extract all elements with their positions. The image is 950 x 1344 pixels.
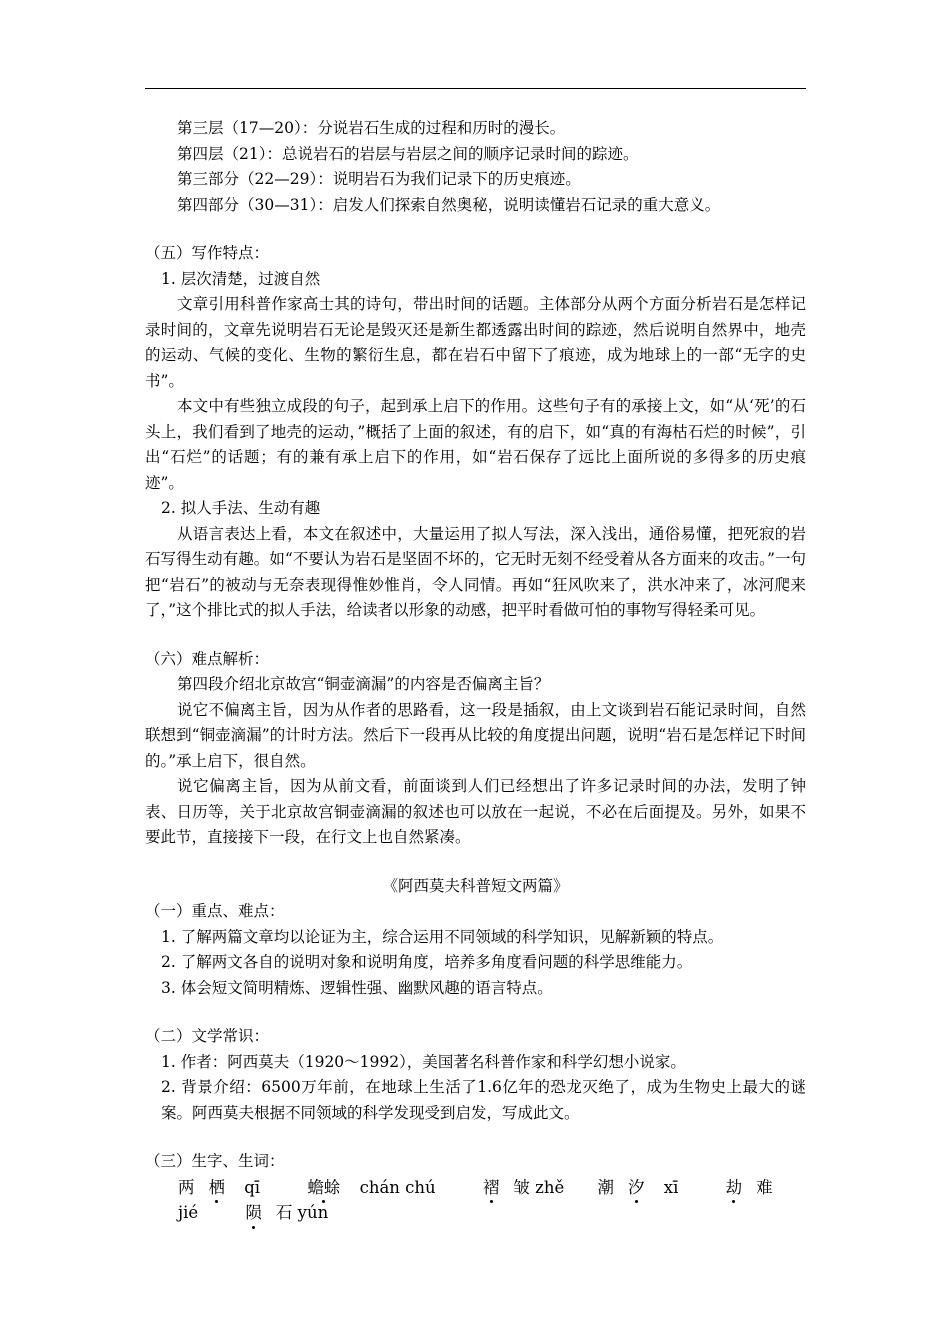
difficult-answer2: 说它偏离主旨，因为从前文看，前面谈到人们已经想出了许多记录时间的办法，发明了钟表、日历等，关于北京故宫铜壶滴漏的叙述也可以放在一起说，不必在后面提及。另外，如果不要此节，直接接下一段，在行文上也自然紧凑。 bbox=[145, 777, 806, 846]
difficult-heading: （六）难点解析： bbox=[145, 649, 270, 668]
writing-point1-title: 1. 层次清楚，过渡自然 bbox=[161, 269, 321, 288]
writing-point2-paragraph1: 从语言表达上看，本文在叙述中，大量运用了拟人写法，深入浅出，通俗易懂，把死寂的岩石写得生动有趣。如“不要认为岩石是坚固不坏的，它无时无刻不经受着从各方面来的攻击。”一句把“岩石”的被动与无奈表现得惟妙惟肖，令人同情。再如“狂风吹来了，洪水冲来了，冰河爬来了，”这个排比式的拟人手法，给读者以形象的动感，把平时看做可怕的事物写得轻柔可见。 bbox=[145, 524, 806, 619]
vocab-heading: （三）生字、生词： bbox=[145, 1152, 285, 1170]
literature-item-2: 2. 背景介绍：6500万年前，在地球上生活了1.6亿年的恐龙灭绝了，成为生物史上最大的谜案。阿西莫夫根据不同领域的科学发现受到启发，写成此文。 bbox=[161, 1078, 806, 1122]
vocab-word: 陨 石 yún bbox=[231, 1203, 342, 1222]
key-item-2: 2. 了解两文各自的说明对象和说明角度，培养多角度看问题的科学思维能力。 bbox=[161, 953, 693, 971]
writing-heading: （五）写作特点： bbox=[145, 244, 270, 262]
writing-point1-paragraph1: 文章引用科普作家高士其的诗句，带出时间的话题。主体部分从两个方面分析岩石是怎样记录时间的，文章先说明岩石无论是毁灭还是新生都透露出时间的踪迹，然后说明自然界中，地壳的运动、气候的变化、生物的繁衍生息，都在岩石中留下了痕迹，成为地球上的一部“无字的史书”。 bbox=[145, 295, 806, 390]
layer3-line: 第三层（17—20）：分说岩石生成的过程和历时的漫长。 bbox=[177, 119, 566, 137]
vocab-word: 褶 皱 zhě bbox=[469, 1178, 578, 1197]
vocab-word: 劫 难 jié bbox=[178, 1178, 773, 1223]
key-item-3: 3. 体会短文简明精炼、逻辑性强、幽默风趣的语言特点。 bbox=[161, 978, 553, 997]
literature-heading: （二）文学常识： bbox=[145, 1027, 270, 1045]
writing-point1-paragraph2: 本文中有些独立成段的句子，起到承上启下的作用。这些句子有的承接上文，如“从‘死’的石头上，我们看到了地壳的运动，”概括了上面的叙述，有的启下，如“真的有海枯石烂的时候”，引出“石烂”的话题；有的兼有承上启下的作用，如“岩石保存了远比上面所说的多得多的历史痕迹”。 bbox=[145, 397, 806, 492]
document-body bbox=[145, 116, 806, 1226]
difficult-question: 第四段介绍北京故宫“铜壶滴漏”的内容是否偏离主旨？ bbox=[177, 675, 550, 693]
layer4-line: 第四层（21）：总说岩石的岩层与岩层之间的顺序记录时间的踪迹。 bbox=[177, 144, 639, 163]
difficult-answer1: 说它不偏离主旨，因为从作者的思路看，这一段是插叙，由上文谈到岩石能记录时间，自然联想到“铜壶滴漏”的计时方法。然后下一段再从比较的角度提出问题，说明“岩石是怎样记下时间的。”承上启下，很自然。 bbox=[145, 700, 806, 770]
key-heading: （一）重点、难点： bbox=[145, 902, 285, 920]
vocab-word: 两 栖 qī bbox=[178, 1178, 274, 1197]
key-item-1: 1. 了解两篇文章均以论证为主，综合运用不同领域的科学知识，见解新颖的特点。 bbox=[161, 927, 724, 946]
vocab-word: 潮 汐 xī bbox=[598, 1178, 693, 1197]
header-rule bbox=[145, 88, 806, 89]
asimov-title: 《阿西莫夫科普短文两篇》 bbox=[382, 876, 569, 895]
part4-line: 第四部分（30—31）：启发人们探索自然奥秘，说明读懂岩石记录的重大意义。 bbox=[177, 195, 721, 214]
writing-point2-title: 2. 拟人手法、生动有趣 bbox=[161, 499, 321, 517]
literature-item-1: 1. 作者：阿西莫夫（1920～1992），美国著名科普作家和科学幻想小说家。 bbox=[161, 1052, 686, 1071]
vocab-line bbox=[145, 1175, 806, 1226]
vocab-word: 蟾蜍 chán chú bbox=[293, 1178, 449, 1197]
part3-line: 第三部分（22—29）：说明岩石为我们记录下的历史痕迹。 bbox=[177, 170, 581, 188]
